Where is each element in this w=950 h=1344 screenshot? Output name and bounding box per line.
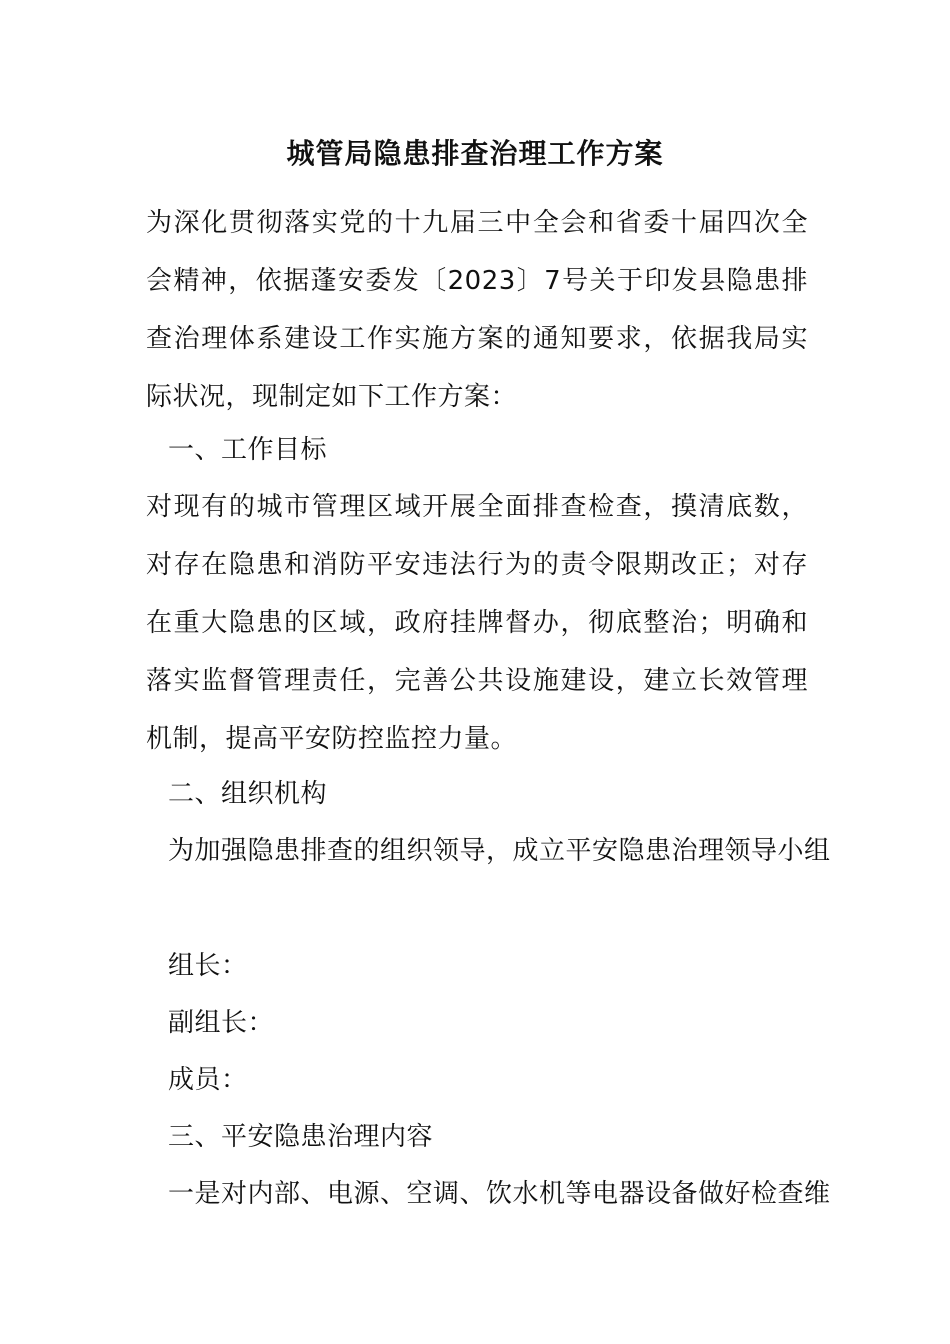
section3-paragraph: 一是对内部、电源、空调、饮水机等电器设备做好检查维 xyxy=(168,1179,831,1209)
section1-paragraph: 对现有的城市管理区域开展全面排查检查，摸清底数，对存在隐患和消防平安违法行为的责令限期改正；对存在重大隐患的区域，政府挂牌督办，彻底整治；明确和落实监督管理责任，完善公共设施建设，建立长效管理机制，提高平安防控监控力量。 xyxy=(146,492,808,754)
leader-label: 组长： xyxy=(168,951,248,981)
section2-paragraph: 为加强隐患排查的组织领导，成立平安隐患治理领导小组 xyxy=(168,836,831,866)
section2-heading: 二、组织机构 xyxy=(168,779,328,809)
section1-heading: 一、工作目标 xyxy=(168,435,328,465)
members-label: 成员： xyxy=(168,1065,248,1095)
deputy-leader-label: 副组长： xyxy=(168,1008,275,1038)
intro-paragraph: 为深化贯彻落实党的十九届三中全会和省委十届四次全会精神，依据蓬安委发〔2023〕7号关于印发县隐患排查治理体系建设工作实施方案的通知要求，依据我局实际状况，现制定如下工作方案： xyxy=(146,208,808,412)
section3-heading: 三、平安隐患治理内容 xyxy=(168,1122,434,1152)
document-title: 城管局隐患排查治理工作方案 xyxy=(286,137,664,170)
